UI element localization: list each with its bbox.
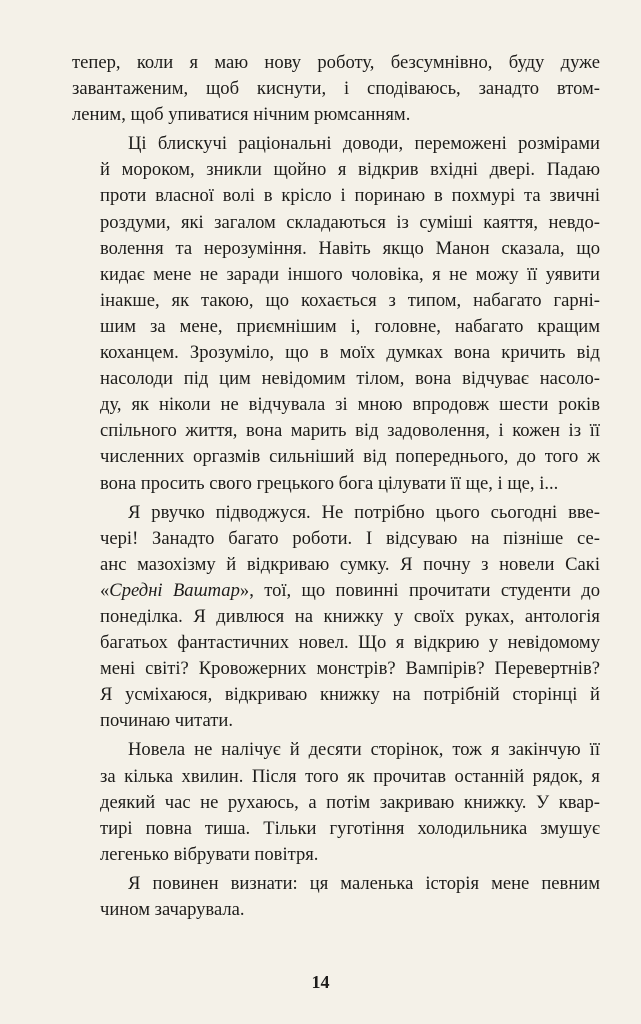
text-line: Я повинен визнати: ця маленька історія мене певним: [128, 872, 600, 894]
text-line: спільного життя, вона марить від задоволення, і кожен із її: [100, 420, 600, 442]
text-line: завантаженим, щоб киснути, і сподіваюсь, занадто втом-: [72, 78, 600, 100]
text-line: мені світі? Кровожерних монстрів? Вампірів? Перевертнів?: [100, 658, 600, 680]
text-line: інакше, як такою, що кохається з типом, набагато гарні-: [100, 289, 600, 311]
text-line: Я рвучко підводжуся. Не потрібно цього сьогодні вве-: [128, 501, 600, 523]
text-line: волення та нерозуміння. Навіть якщо Манон сказала, що: [100, 237, 600, 259]
text-line: й мороком, зникли щойно я відкрив вхідні двері. Падаю: [100, 159, 600, 181]
text-line: численних оргазмів сильніший від попереднього, до того ж: [100, 446, 600, 468]
text-line: анс мазохізму й відкриваю сумку. Я почну з новели Сакі: [100, 553, 600, 575]
paragraph-1: [72, 50, 600, 128]
text-line: легенько вібрувати повітря.: [100, 843, 319, 865]
text-line: тирі повна тиша. Тільки гуготіння холодильника змушує: [100, 817, 600, 839]
paragraph-3: [72, 500, 600, 735]
paragraph-4: [72, 737, 600, 867]
text-line: тепер, коли я маю нову роботу, безсумнівно, буду дуже: [72, 52, 600, 73]
page-number: 14: [311, 972, 330, 992]
paragraph-2: [72, 131, 600, 496]
text-line: чином зачарувала.: [100, 899, 245, 920]
text-line: проти власної волі в крісло і поринаю в похмурі та звичні: [100, 185, 600, 207]
text-line: насолоди під цим невідомим тілом, вона відчуває насоло-: [100, 368, 600, 390]
paragraph-5: [72, 871, 600, 923]
text-line: Новела не налічує й десяти сторінок, тож я закінчую її: [128, 739, 600, 761]
text-line: кидає мене не заради іншого чоловіка, я не можу її уявити: [100, 263, 600, 285]
text-line: ду, як ніколи не відчувала зі мною впродовж шести років: [100, 394, 600, 416]
text-line: за кілька хвилин. Після того як прочитав останній рядок, я: [100, 765, 600, 787]
text-line: Ці блискучі раціональні доводи, переможені розмірами: [128, 133, 600, 155]
text-line: коханцем. Зрозуміло, що в моїх думках вона кричить від: [100, 342, 600, 364]
text-line: роздуми, які загалом складаються із суміші каяття, невдо-: [100, 211, 600, 233]
text-line: понеділка. Я дивлюся на книжку у своїх руках, антологія: [100, 605, 600, 627]
text-line: багатьох фантастичних новел. Що я відкрию у невідомому: [100, 632, 600, 654]
text-line: вона просить свого грецького бога цілувати її ще, і ще, і...: [100, 472, 559, 494]
text-line: шим за мене, приємнішим і, головне, набагато кращим: [100, 315, 600, 337]
body-text: [72, 50, 600, 923]
text-line: чері! Занадто багато роботи. І відсуваю на пізніше се-: [100, 527, 600, 549]
text-line-with-title: «Средні Ваштар», тої, що повинні прочитати студенти до: [100, 579, 600, 601]
text-line: Я усміхаюся, відкриваю книжку на потрібній сторінці й: [100, 684, 600, 706]
story-title: Средні Ваштар: [109, 579, 240, 601]
text-line: деякий час не рухаюсь, а потім закриваю книжку. У квар-: [100, 791, 600, 813]
text-line: починаю читати.: [100, 710, 233, 732]
text-line: леним, щоб упиватися нічним рюмсанням.: [72, 104, 411, 126]
